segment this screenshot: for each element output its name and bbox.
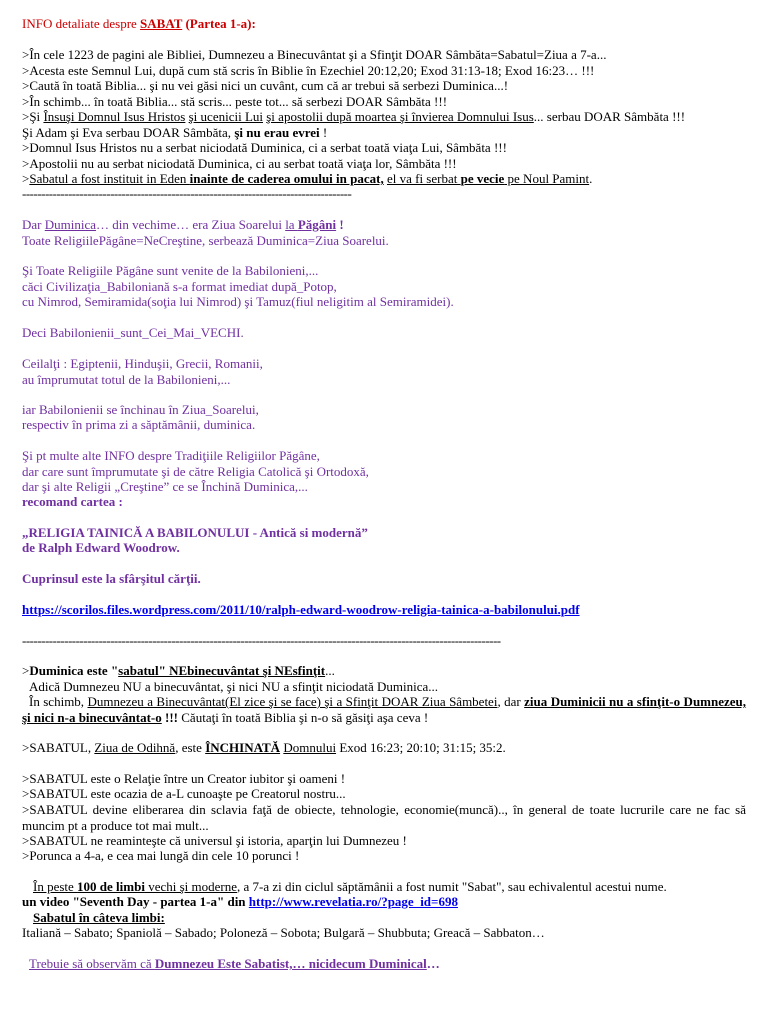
- title-sabat: SABAT: [140, 16, 183, 31]
- pagan-line-14: recomand cartea :: [22, 494, 123, 509]
- sabbath-paragraph-4: >SABATUL devine eliberarea din sclavia faţă de obiecte, tehnologie, economie(muncă).., în general de toate lucrurile care ne fac să muncim pt a produce tot mai mult...: [22, 802, 746, 833]
- languages-list: Italiană – Sabato; Spaniolă – Sabado; Poloneză – Sobota; Bulgară – Shubbuta; Greacă – Sabbaton…: [22, 925, 545, 940]
- intro-line-5: >Şi Însuşi Domnul Isus Hristos şi ucenicii Lui şi apostolii după moartea şi învierea Domnului Isus... serbau DOAR Sâmbăta !!!: [22, 109, 686, 124]
- sabbath-line-5: >SABATUL ne reaminteşte că universul şi istoria, aparţin lui Dumnezeu !: [22, 833, 407, 848]
- sunday-line-1: >Duminica este "sabatul" NEbinecuvântat şi NEsfinţit...: [22, 663, 335, 678]
- video-line: un video "Seventh Day - partea 1-a" din http://www.revelatia.ro/?page_id=698: [22, 894, 458, 909]
- sunday-line-2: Adică Dumnezeu NU a binecuvântat, şi nici NU a sfinţit niciodată Duminica...: [29, 679, 439, 694]
- pagan-line-7: Ceilalţi : Egiptenii, Hinduşii, Grecii, Romanii,: [22, 356, 263, 371]
- pagan-line-12: dar care sunt împrumutate şi de către Religia Catolică şi Ortodoxă,: [22, 464, 369, 479]
- pagan-line-9: iar Babilonienii se închinau în Ziua_Soarelui,: [22, 402, 259, 417]
- intro-line-1: >În cele 1223 de pagini ale Bibliei, Dumnezeu a Binecuvântat şi a Sfinţit DOAR Sâmbăta=Sabatul=Ziua a 7-a...: [22, 47, 607, 62]
- revelatia-link[interactable]: http://www.revelatia.ro/?page_id=698: [248, 894, 458, 909]
- pagan-line-13: dar şi alte Religii „Creştine” ce se Închină Duminica,...: [22, 479, 308, 494]
- languages-line-1: În peste 100 de limbi vechi şi moderne, a 7-a zi din ciclul săptămânii a fost numit "Sabat", sau echivalentul acestui nume.: [33, 879, 667, 894]
- separator-1: --------------------------------------------------------------------------------------: [22, 186, 352, 201]
- pagan-line-8: au împrumutat totul de la Babilonieni,...: [22, 372, 231, 387]
- sabbath-line-6: >Porunca a 4-a, e cea mai lungă din cele 10 porunci !: [22, 848, 300, 863]
- sabbath-line-3: >SABATUL este ocazia de a-L cunoaşte pe Creatorul nostru...: [22, 786, 346, 801]
- document-title: INFO detaliate despre SABAT (Partea 1-a):: [22, 16, 256, 31]
- book-title: „RELIGIA TAINICĂ A BABILONULUI - Antică si modernă”: [22, 525, 368, 540]
- book-pdf-link[interactable]: https://scorilos.files.wordpress.com/2011/10/ralph-edward-woodrow-religia-tainica-a-babilonului.pdf: [22, 602, 580, 617]
- intro-line-2: >Acesta este Semnul Lui, după cum stă scris în Biblie în Ezechiel 20:12,20; Exod 31:13-18; Exod 16:23… !!!: [22, 63, 595, 78]
- intro-line-9: >Sabatul a fost instituit in Eden inainte de caderea omului in pacat, el va fi serbat pe vecie pe Noul Pamint.: [22, 171, 593, 186]
- intro-line-6: Şi Adam şi Eva serbau DOAR Sâmbăta, şi nu erau evrei !: [22, 125, 328, 140]
- closing-line: Trebuie să observăm că Dumnezeu Este Sabatist,… nicidecum Duminical…: [29, 956, 440, 971]
- sunday-paragraph-3: În schimb, Dumnezeu a Binecuvântat(El zice şi se face) şi a Sfinţit DOAR Ziua Sâmbetei, dar ziua Duminicii nu a sfinţit-o Dumnezeu, şi nici n-a binecuvântat-o !!! Căutaţi în toată Biblia şi n-o să găsiţi aşa ceva !: [22, 694, 747, 725]
- sabbath-line-1: >SABATUL, Ziua de Odihnă, este ÎNCHINATĂ Domnului Exod 16:23; 20:10; 31:15; 35:2.: [22, 740, 506, 755]
- intro-line-8: >Apostolii nu au serbat niciodată Duminica, ci au serbat toată viaţa lor, Sâmbăta !!!: [22, 156, 457, 171]
- pagan-line-3: Şi Toate Religiile Păgâne sunt venite de la Babilonieni,...: [22, 263, 319, 278]
- pagan-line-2: Toate ReligiilePăgâne=NeCreştine, serbează Duminica=Ziua Soarelui.: [22, 233, 389, 248]
- intro-line-3: >Caută în toată Biblia... şi nu vei găsi nici un cuvânt, cum că ar trebui să serbezi Duminica...!: [22, 78, 509, 93]
- languages-heading: Sabatul în câteva limbi:: [33, 910, 165, 925]
- pagan-line-10: respectiv în prima zi a săptămânii, duminica.: [22, 417, 256, 432]
- intro-line-4: >În schimb... în toată Biblia... stă scris... peste tot... să serbezi DOAR Sâmbăta !!!: [22, 94, 448, 109]
- pagan-line-1: Dar Duminica… din vechime… era Ziua Soarelui la Păgâni !: [22, 217, 344, 232]
- pagan-line-4: căci Civilizaţia_Babiloniană s-a format imediat după_Potop,: [22, 279, 337, 294]
- intro-line-7: >Domnul Isus Hristos nu a serbat niciodată Duminica, ci a serbat toată viaţa Lui, Sâmbăta !!!: [22, 140, 507, 155]
- sabbath-line-2: >SABATUL este o Relaţie între un Creator iubitor şi oameni !: [22, 771, 346, 786]
- pagan-line-6: Deci Babilonienii_sunt_Cei_Mai_VECHI.: [22, 325, 244, 340]
- book-link-line: [22, 602, 580, 618]
- pagan-line-11: Şi pt multe alte INFO despre Tradiţiile Religiilor Păgâne,: [22, 448, 320, 463]
- book-author: de Ralph Edward Woodrow.: [22, 540, 180, 555]
- separator-2: -----------------------------------------------------------------------------------------------------------------------------: [22, 633, 501, 648]
- pagan-line-5: cu Nimrod, Semiramida(soţia lui Nimrod) şi Tamuz(fiul neligitim al Semiramidei).: [22, 294, 454, 309]
- book-contents-note: Cuprinsul este la sfârşitul cărţii.: [22, 571, 201, 586]
